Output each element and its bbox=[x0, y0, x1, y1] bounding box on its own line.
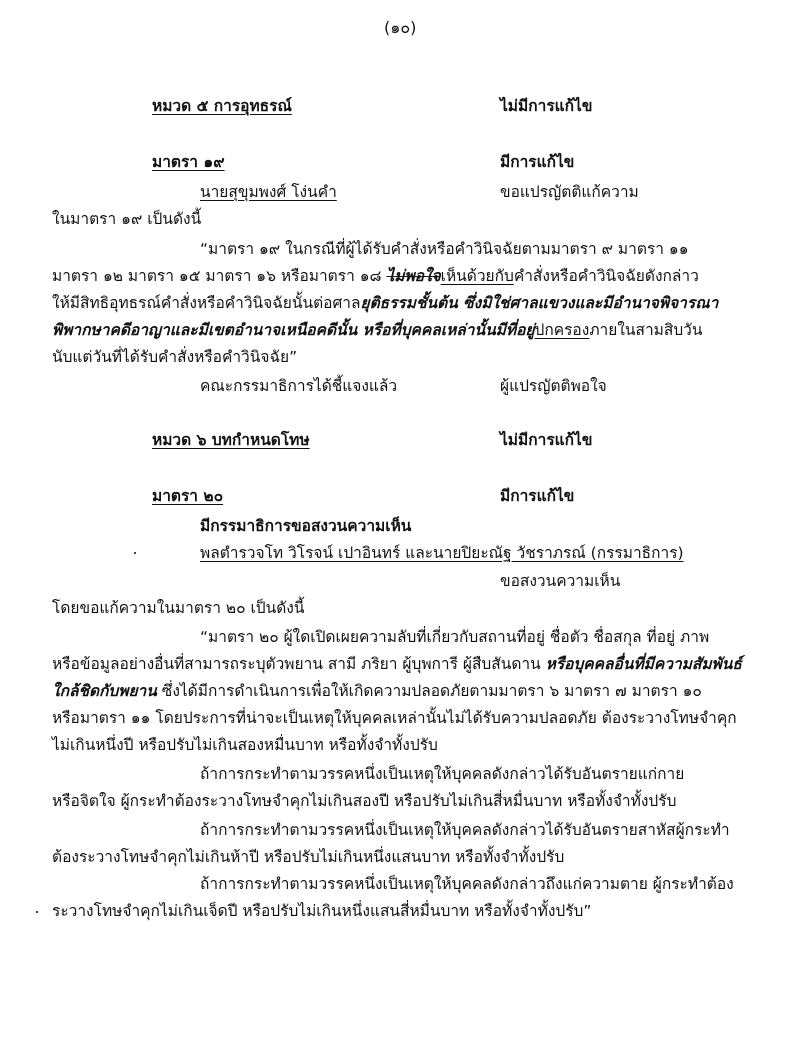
article19-text-line: พิพากษาคดีอาญาและมีเขตอำนาจเหนือคดีนั้น หรือที่บุคคลเหล่านั้นมีที่อยู่ปกครองภายในสามสิบวัน bbox=[52, 321, 703, 339]
article20-text-line: ถ้าการกระทำตามวรรคหนึ่งเป็นเหตุให้บุคคลดังกล่าวได้รับอันตรายแก่กาย bbox=[200, 765, 685, 783]
scan-speck bbox=[36, 911, 38, 913]
article19-result: ผู้แปรญัตติพอใจ bbox=[500, 377, 607, 395]
article19-status: มีการแก้ไข bbox=[500, 153, 575, 171]
article20-text-line: หรือข้อมูลอย่างอื่นที่สามารถระบุตัวพยาน สามี ภริยา ผู้บุพการี ผู้สืบสันดาน หรือบุคคลอื่นที่มีความสัมพันธ์ bbox=[52, 655, 742, 673]
committee-note: คณะกรรมาธิการได้ชี้แจงแล้ว bbox=[200, 377, 398, 395]
reserver-names: พลตำรวจโท วิโรจน์ เปาอินทร์ และนายปิยะณัฐ วัชราภรณ์ (กรรมาธิการ) bbox=[200, 544, 684, 562]
article20-text-line: ใกล้ชิดกับพยาน ซึ่งได้มีการดำเนินการเพื่อให้เกิดความปลอดภัยตามมาตรา ๖ มาตรา ๗ มาตรา ๑๐ bbox=[52, 682, 702, 700]
article19-proposer: นายสุขุมพงศ์ โง่นคำ bbox=[200, 183, 337, 201]
section6-heading: หมวด ๖ บทกำหนดโทษ bbox=[152, 431, 310, 449]
article20-text-line: หรือจิตใจ ผู้กระทำต้องระวางโทษจำคุกไม่เกินสองปี หรือปรับไม่เกินสี่หมื่นบาท หรือทั้งจำทั้งปรับ bbox=[52, 792, 677, 810]
article20-status: มีการแก้ไข bbox=[500, 487, 575, 505]
article20-text-line: ถ้าการกระทำตามวรรคหนึ่งเป็นเหตุให้บุคคลดังกล่าวถึงแก่ความตาย ผู้กระทำต้อง bbox=[200, 875, 734, 893]
amended-text: พิพากษาคดีอาญาและมีเขตอำนาจเหนือคดีนั้น หรือที่บุคคลเหล่านั้นมีที่อยู่ bbox=[52, 321, 535, 339]
article20-text-line: “มาตรา ๒๐ ผู้ใดเปิดเผยความลับที่เกี่ยวกับสถานที่อยู่ ชื่อตัว ชื่อสกุล ที่อยู่ ภาพ bbox=[200, 628, 710, 646]
scan-speck bbox=[134, 552, 136, 554]
amended-text: ยุติธรรมชั้นต้น ซึ่งมิใช่ศาลแขวงและมีอำนาจพิจารณา bbox=[360, 294, 719, 312]
article19-text-line: ให้มีสิทธิอุทธรณ์คำสั่งหรือคำวินิจฉัยนั้นต่อศาลยุติธรรมชั้นต้น ซึ่งมิใช่ศาลแขวงและมีอำนาจพิจารณา bbox=[52, 294, 719, 312]
section6-status: ไม่มีการแก้ไข bbox=[500, 431, 593, 449]
amended-text: ใกล้ชิดกับพยาน bbox=[52, 682, 157, 700]
amended-text: หรือบุคคลอื่นที่มีความสัมพันธ์ bbox=[545, 655, 742, 673]
section5-heading: หมวด ๕ การอุทธรณ์ bbox=[152, 97, 292, 115]
article20-text-line: ไม่เกินหนึ่งปี หรือปรับไม่เกินสองหมื่นบาท หรือทั้งจำทั้งปรับ bbox=[52, 736, 438, 754]
page-number: (๑๐) bbox=[384, 18, 417, 37]
article20-text-line: ต้องระวางโทษจำคุกไม่เกินห้าปี หรือปรับไม่เกินหนึ่งแสนบาท หรือทั้งจำทั้งปรับ bbox=[52, 848, 565, 866]
article19-heading: มาตรา ๑๙ bbox=[152, 153, 225, 171]
article20-intro: โดยขอแก้ความในมาตรา ๒๐ เป็นดังนี้ bbox=[52, 599, 305, 617]
article20-text-line: หรือมาตรา ๑๑ โดยประการที่น่าจะเป็นเหตุให้บุคคลเหล่านั้นไม่ได้รับความปลอดภัย ต้องระวางโทษจำคุก bbox=[52, 709, 737, 727]
reserver-action: ขอสงวนความเห็น bbox=[500, 572, 621, 590]
article20-heading: มาตรา ๒๐ bbox=[152, 487, 224, 505]
inserted-text: ปกครอง bbox=[534, 321, 590, 339]
article19-intro: ในมาตรา ๑๙ เป็นดังนี้ bbox=[52, 210, 202, 228]
reservation-heading: มีกรรมาธิการขอสงวนความเห็น bbox=[200, 517, 412, 535]
section5-status: ไม่มีการแก้ไข bbox=[500, 97, 593, 115]
article19-text-line: “มาตรา ๑๙ ในกรณีที่ผู้ได้รับคำสั่งหรือคำวินิจฉัยตามมาตรา ๙ มาตรา ๑๑ bbox=[200, 240, 689, 258]
article19-proposer-action: ขอแปรญัตติแก้ความ bbox=[500, 183, 639, 201]
deleted-text: ไม่พอใจ bbox=[386, 267, 441, 285]
inserted-text: เห็นด้วยกับ bbox=[440, 267, 514, 285]
article19-text-line: นับแต่วันที่ได้รับคำสั่งหรือคำวินิจฉัย” bbox=[52, 348, 298, 366]
article19-text-line: มาตรา ๑๒ มาตรา ๑๕ มาตรา ๑๖ หรือมาตรา ๑๘ ไม่พอใจเห็นด้วยกับคำสั่งหรือคำวินิจฉัยดังกล่าว bbox=[52, 267, 699, 285]
article20-text-line: ถ้าการกระทำตามวรรคหนึ่งเป็นเหตุให้บุคคลดังกล่าวได้รับอันตรายสาหัสผู้กระทำ bbox=[200, 821, 730, 839]
article20-text-line: ระวางโทษจำคุกไม่เกินเจ็ดปี หรือปรับไม่เกินหนึ่งแสนสี่หมื่นบาท หรือทั้งจำทั้งปรับ” bbox=[52, 902, 592, 920]
